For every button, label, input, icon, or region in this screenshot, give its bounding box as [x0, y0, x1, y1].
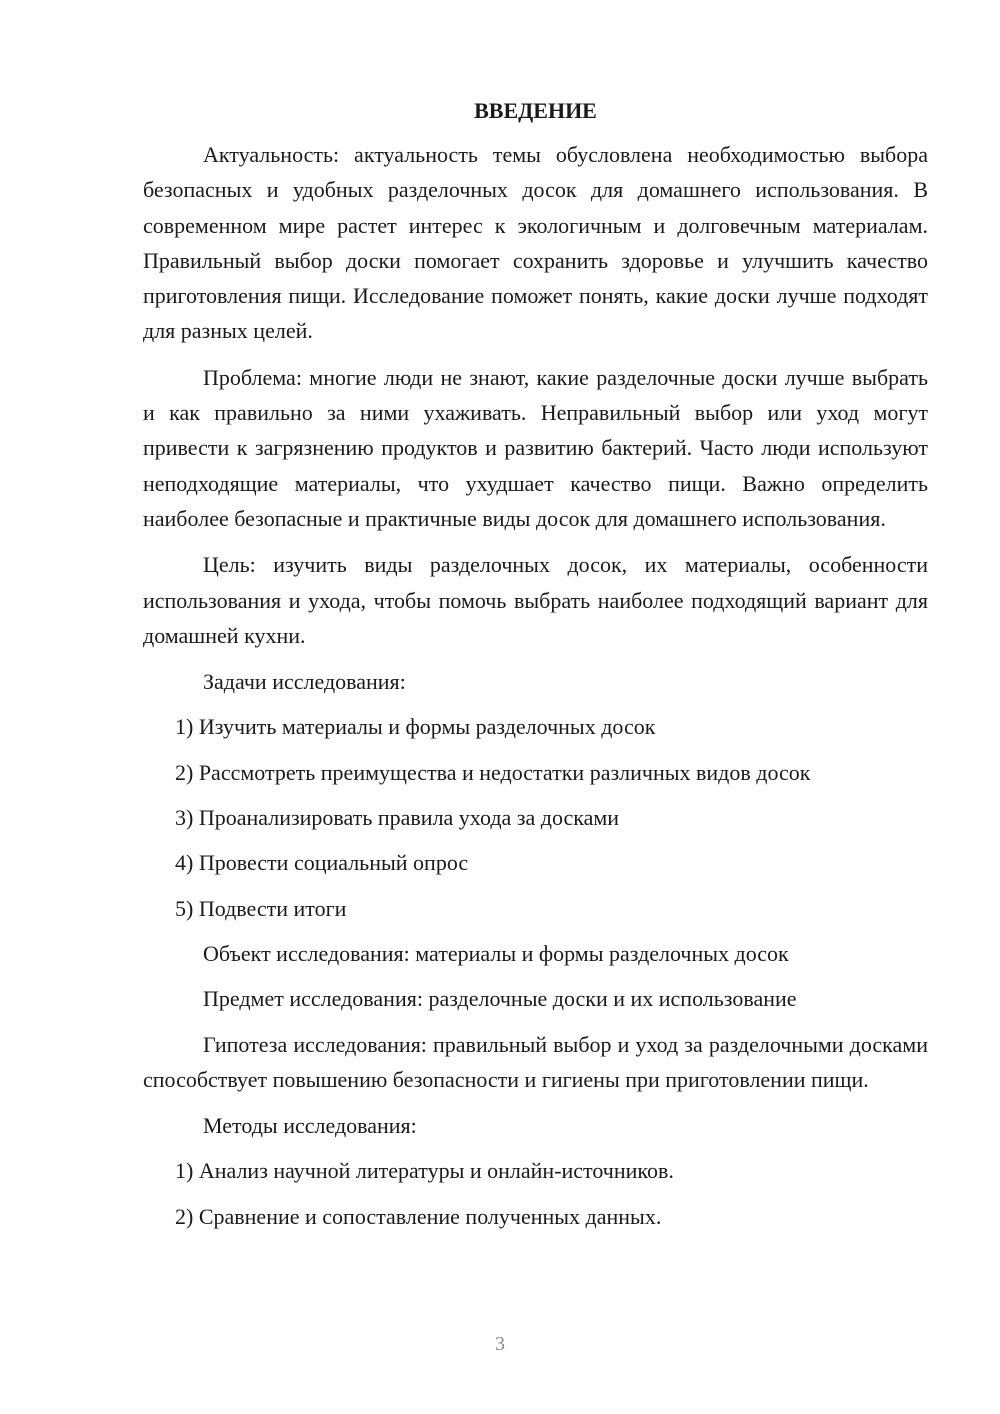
- research-object: Объект исследования: материалы и формы разделочных досок: [203, 940, 789, 966]
- research-subject: Предмет исследования: разделочные доски и их использование: [203, 986, 797, 1012]
- task-item-2: 2) Рассмотреть преимущества и недостатки различных видов досок: [175, 759, 811, 785]
- method-item-2: 2) Сравнение и сопоставление полученных данных.: [175, 1203, 662, 1229]
- methods-heading: Методы исследования:: [203, 1113, 417, 1139]
- task-item-3: 3) Проанализировать правила ухода за досками: [175, 805, 620, 831]
- page-number: 3: [495, 1333, 505, 1355]
- hypothesis-paragraph: Гипотеза исследования: правильный выбор и уход за разделочными досками способствует повышению безопасности и гигиены при приготовлении пищи.: [143, 1031, 928, 1092]
- task-item-5: 5) Подвести итоги: [175, 895, 347, 921]
- task-item-1: 1) Изучить материалы и формы разделочных досок: [175, 714, 656, 740]
- tasks-heading: Задачи исследования:: [203, 669, 406, 695]
- document-body: [143, 92, 928, 1244]
- problem-paragraph: Проблема: многие люди не знают, какие разделочные доски лучше выбрать и как правильно за ними ухаживать. Неправильный выбор или уход могут привести к загрязнению продуктов и развитию бактерий. Часто люди используют неподходящие материалы, что ухудшает качество пищи. Важно определить наиболее безопасные и практичные виды досок для домашнего использования.: [143, 364, 928, 531]
- goal-paragraph: Цель: изучить виды разделочных досок, их материалы, особенности использования и ухода, чтобы помочь выбрать наиболее подходящий вариант для домашней кухни.: [143, 552, 928, 648]
- section-title: ВВЕДЕНИЕ: [474, 98, 597, 123]
- relevance-paragraph: Актуальность: актуальность темы обусловлена необходимостью выбора безопасных и удобных разделочных досок для домашнего использования. В современном мире растет интерес к экологичным и долговечным материалам. Правильный выбор доски помогает сохранить здоровье и улучшить качество приготовления пищи. Исследование поможет понять, какие доски лучше подходят для разных целей.: [143, 142, 928, 344]
- method-item-1: 1) Анализ научной литературы и онлайн-источников.: [175, 1158, 674, 1184]
- task-item-4: 4) Провести социальный опрос: [175, 850, 469, 876]
